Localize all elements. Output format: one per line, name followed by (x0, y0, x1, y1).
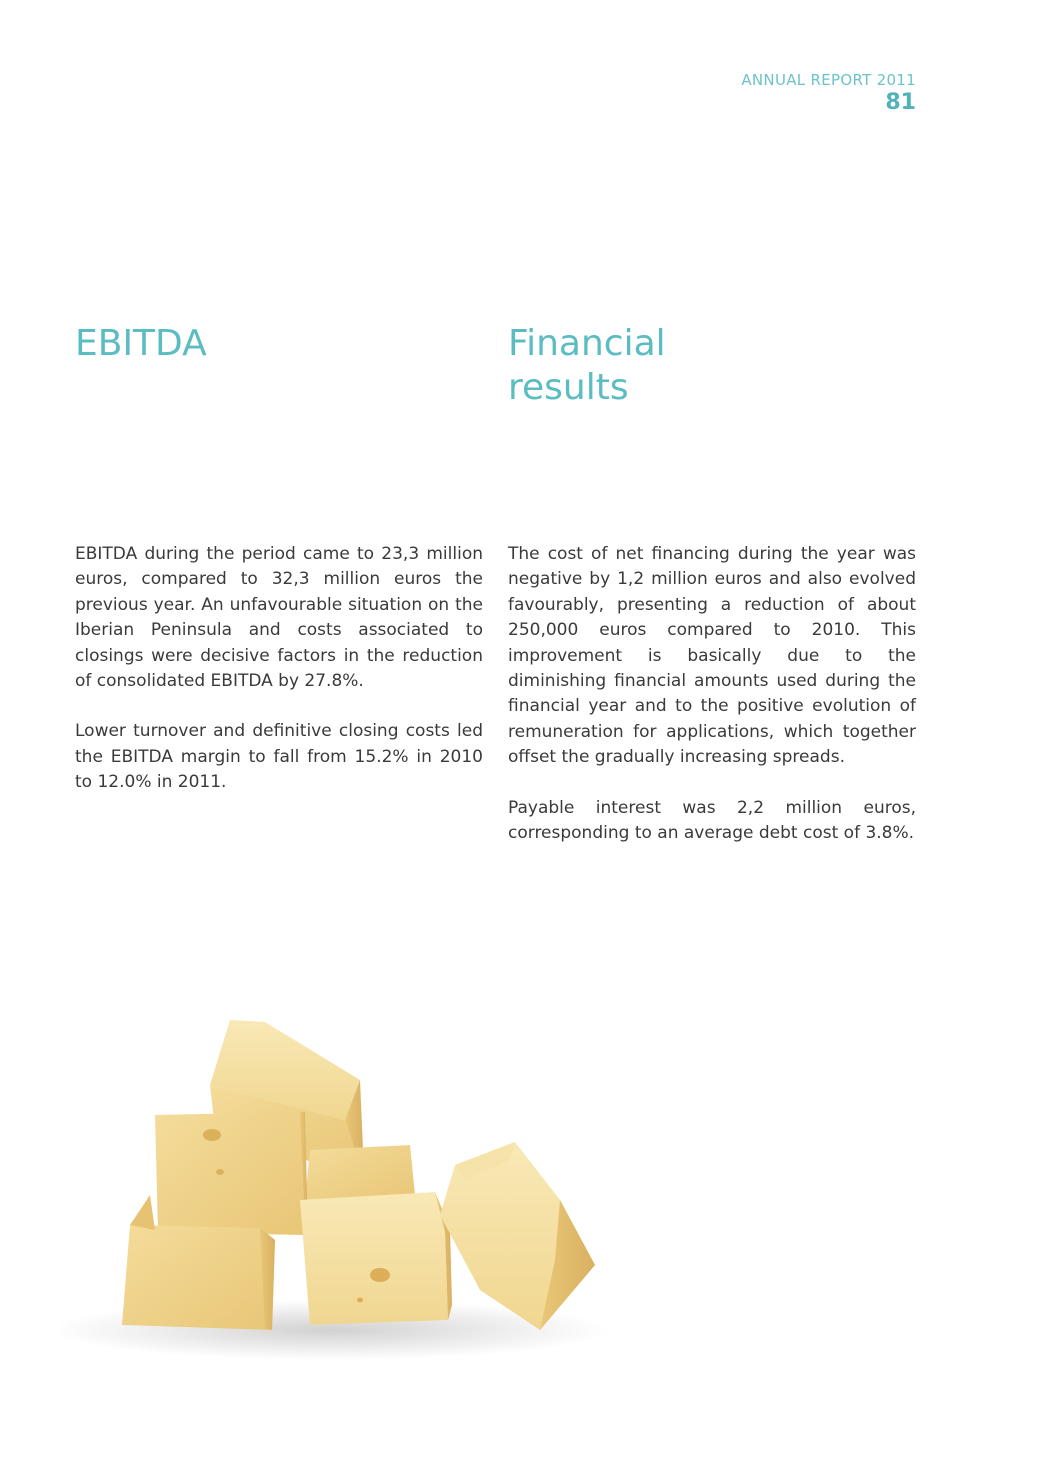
financial-paragraph-2: Payable interest was 2,2 million euros, corresponding to an average debt cost of 3.8%. (508, 797, 916, 844)
cheese-cubes-image (60, 1000, 620, 1360)
cheese-cube-left-middle (155, 1112, 308, 1235)
ebitda-heading: EBITDA (75, 323, 207, 364)
ebitda-column (75, 542, 483, 821)
financial-paragraph-1: The cost of net financing during the year was negative by 1,2 million euros and also evolved favourably, presenting a reduction of about 250,000 euros compared to 2010. This improvement is basically due to the diminishing financial amounts used during the financial year and to the positive evolution of remuneration for applications, which together offset the gradually increasing spreads. (508, 544, 916, 768)
ebitda-paragraph-1: EBITDA during the period came to 23,3 million euros, compared to 32,3 million euros the previous year. An unfavourable situation on the Iberian Peninsula and costs associated to closings were decisive factors in the reduction of consolidated EBITDA by 27.8%. (75, 544, 483, 692)
page-header (741, 70, 916, 116)
cheese-cube-right (440, 1142, 595, 1330)
financial-results-column (508, 542, 916, 871)
ebitda-paragraph-2: Lower turnover and definitive closing costs led the EBITDA margin to fall from 15.2% in 2010 to 12.0% in 2011. (75, 721, 483, 793)
financial-results-heading: Financial results (508, 323, 666, 408)
page-number: 81 (885, 90, 916, 115)
cheese-cube-bottom-middle (300, 1192, 452, 1325)
report-label: ANNUAL REPORT 2011 (741, 71, 916, 89)
